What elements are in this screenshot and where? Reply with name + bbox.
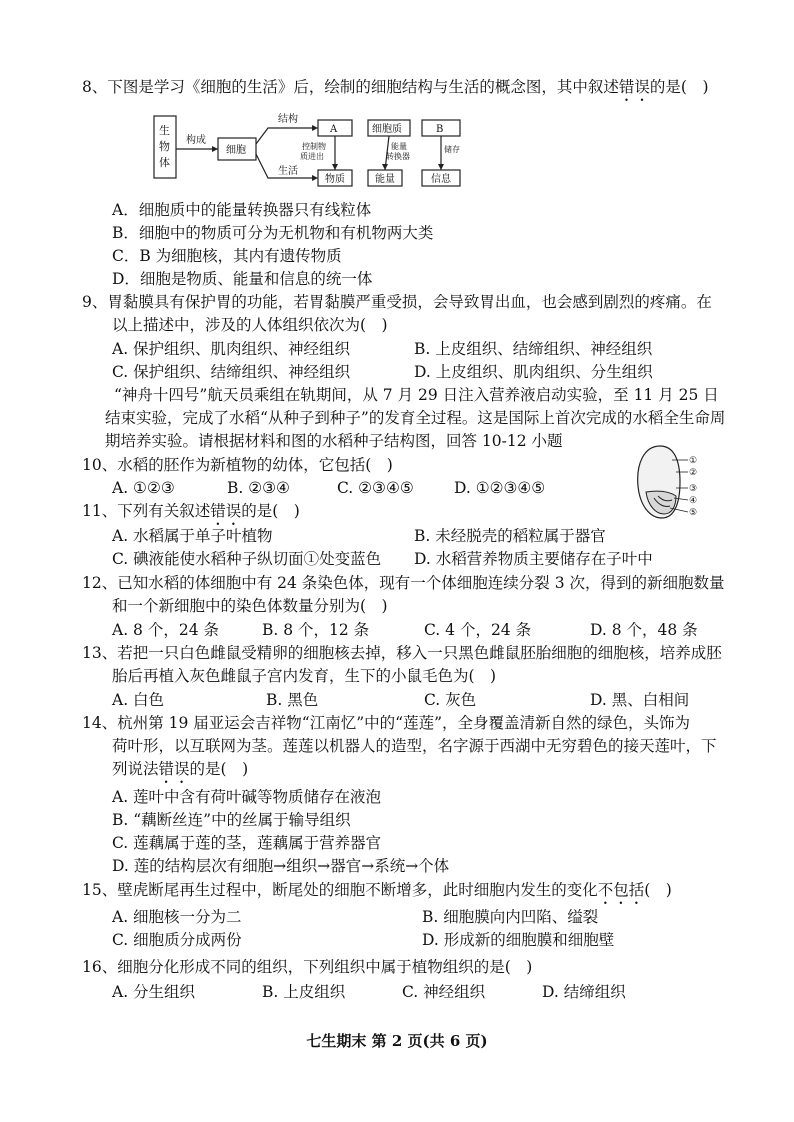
q10-option-b: B. ②③④ xyxy=(227,479,290,497)
q13-option-d: D. 黑、白相间 xyxy=(590,691,690,709)
q11-option-b: B. 未经脱壳的稻粒属于器官 xyxy=(414,527,606,545)
q13-option-c: C. 灰色 xyxy=(424,691,477,709)
q16-option-b: B. 上皮组织 xyxy=(262,983,346,1001)
q12-option-c: C. 4 个，24 条 xyxy=(424,621,532,639)
q15-option-c: C. 细胞质分成两份 xyxy=(112,931,242,949)
svg-text:物: 物 xyxy=(159,140,170,153)
q11-option-a: A. 水稻属于单子叶植物 xyxy=(112,527,273,545)
q16-stem: 16、细胞分化形成不同的组织，下列组织中属于植物组织的是( ) xyxy=(82,958,533,976)
q9-stem-1: 9、胃黏膜具有保护胃的功能，若胃黏膜严重受损，会导致胃出血，也会感到剧烈的疼痛。在 xyxy=(82,293,712,311)
q14-option-d: D. 莲的结构层次有细胞→组织→器官→系统→个体 xyxy=(112,857,450,875)
q9-option-a: A. 保护组织、肌肉组织、神经组织 xyxy=(112,340,351,358)
q12-stem-2: 和一个新细胞中的染色体数量分别为( ) xyxy=(112,597,388,615)
seed-label-4: ④ xyxy=(689,496,698,506)
q14-option-b: B. “藕断丝连”中的丝属于输导组织 xyxy=(112,811,351,829)
q8-option-a: A．细胞质中的能量转换器只有线粒体 xyxy=(112,201,372,219)
info-label: 信息 xyxy=(431,174,451,185)
seed-label-3: ③ xyxy=(689,484,698,494)
q14-stem-1: 14、杭州第 19 届亚运会吉祥物“江南忆”中的“莲莲”，全身覆盖清新自然的绿色，头饰为 xyxy=(82,714,690,732)
material-line-1: “神舟十四号”航天员乘组在轨期间，从 7 月 29 日注入营养液启动实验，至 11 月 25 日 xyxy=(114,386,719,404)
q16-option-c: C. 神经组织 xyxy=(402,983,486,1001)
q11-option-d: D. 水稻营养物质主要储存在子叶中 xyxy=(414,550,653,568)
page-footer: 七生期末 第 2 页(共 6 页) xyxy=(306,1032,488,1050)
q10-option-c: C. ②③④⑤ xyxy=(337,479,414,497)
q10-stem: 10、水稻的胚作为新植物的幼体，它包括( ) xyxy=(82,456,393,474)
q11-stem: 11、下列有关叙述错误的是( ) xyxy=(82,502,300,520)
q8-option-b: B．细胞中的物质可分为无机物和有机物两大类 xyxy=(112,224,434,242)
q15-option-a: A. 细胞核一分为二 xyxy=(112,908,242,926)
q15-stem: 15、壁虎断尾再生过程中，断尾处的细胞不断增多，此时细胞内发生的变化不包括( ) xyxy=(82,881,672,899)
q12-option-d: D. 8 个，48 条 xyxy=(590,621,698,639)
q12-stem-1: 12、已知水稻的体细胞中有 24 条染色体，现有一个体细胞连续分裂 3 次，得到的新细胞数量 xyxy=(82,574,725,592)
life-label: 生活 xyxy=(278,166,298,177)
q12-option-b: B. 8 个，12 条 xyxy=(262,621,370,639)
material-line-3: 期培养实验。请根据材料和图的水稻种子结构图，回答 10-12 小题 xyxy=(105,432,563,450)
store-label: 储存 xyxy=(444,145,460,154)
cytoplasm-label: 细胞质 xyxy=(372,124,402,135)
q14-stem-3: 列说法错误的是( ) xyxy=(112,760,249,778)
q10-option-d: D. ①②③④⑤ xyxy=(454,479,546,497)
compose-label: 构成 xyxy=(186,135,206,146)
q11-option-c: C. 碘液能使水稻种子纵切面①处变蓝色 xyxy=(112,550,382,568)
q9-stem-2: 以上描述中，涉及的人体组织依次为( ) xyxy=(112,316,388,334)
q14-option-a: A. 莲叶中含有荷叶碱等物质储存在液泡 xyxy=(112,788,382,806)
svg-text:质进出: 质进出 xyxy=(300,152,324,161)
svg-text:转换器: 转换器 xyxy=(386,152,410,161)
box-a-label: A xyxy=(330,124,338,135)
q14-stem-2: 荷叶形，以互联网为茎。莲莲以机器人的造型，名字源于西湖中无穷碧色的接天莲叶，下 xyxy=(112,737,717,755)
q9-option-b: B. 上皮组织、结缔组织、神经组织 xyxy=(414,340,653,358)
q8-option-d: D．细胞是物质、能量和信息的统一体 xyxy=(112,270,373,288)
cell-label: 细胞 xyxy=(226,145,246,156)
q14-option-c: C. 莲藕属于莲的茎，莲藕属于营养器官 xyxy=(112,834,382,852)
q10-option-a: A. ①②③ xyxy=(112,479,175,497)
matter-label: 物质 xyxy=(325,174,345,185)
q8-option-c: C．B 为细胞核，其内有遗传物质 xyxy=(112,247,342,265)
seed-label-5: ⑤ xyxy=(689,508,698,518)
box-b-label: B xyxy=(436,124,444,135)
q15-option-d: D. 形成新的细胞膜和细胞壁 xyxy=(422,931,615,949)
energy-label: 能量 xyxy=(375,174,395,185)
q8-stem: 8、下图是学习《细胞的生活》后，绘制的细胞结构与生活的概念图，其中叙述错误的是( ) xyxy=(82,78,709,96)
material-line-2: 结束实验，完成了水稻“从种子到种子”的发育全过程。这是国际上首次完成的水稻全生命周 xyxy=(105,409,726,427)
q12-option-a: A. 8 个，24 条 xyxy=(112,621,219,639)
structure-label: 结构 xyxy=(278,114,298,125)
q15-option-b: B. 细胞膜向内凹陷、缢裂 xyxy=(422,908,599,926)
rice-seed-diagram xyxy=(632,442,706,522)
seed-label-2: ② xyxy=(689,468,698,478)
q16-option-d: D. 结缔组织 xyxy=(542,983,626,1001)
energy-converter-label: 能量 xyxy=(391,142,407,151)
cell-concept-diagram xyxy=(150,108,470,192)
q13-stem-1: 13、若把一只白色雌鼠受精卵的细胞核去掉，移入一只黑色雌鼠胚胎细胞的细胞核，培养成胚 xyxy=(82,644,722,662)
svg-text:体: 体 xyxy=(159,156,170,169)
q13-option-b: B. 黑色 xyxy=(266,691,319,709)
q16-option-a: A. 分生组织 xyxy=(112,983,196,1001)
q13-option-a: A. 白色 xyxy=(112,691,165,709)
q9-option-c: C. 保护组织、结缔组织、神经组织 xyxy=(112,363,351,381)
seed-label-1: ① xyxy=(689,456,698,466)
control-label: 控制物 xyxy=(302,142,326,151)
q9-option-d: D. 上皮组织、肌肉组织、分生组织 xyxy=(414,363,653,381)
organism-label: 生 xyxy=(159,124,170,137)
q13-stem-2: 胎后再植入灰色雌鼠子宫内发育，生下的小鼠毛色为( ) xyxy=(112,667,497,685)
